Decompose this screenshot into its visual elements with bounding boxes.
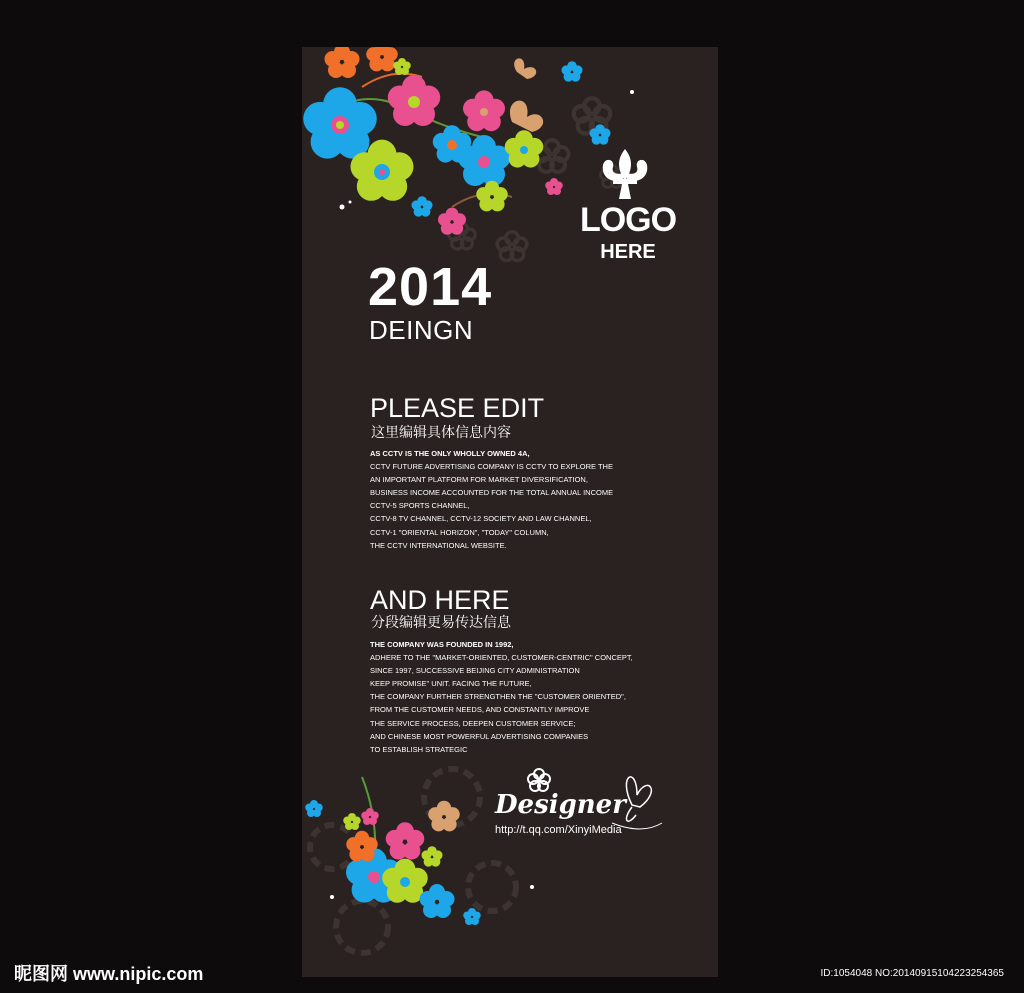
fleur-de-lis-icon [597,147,653,205]
section2-heading: AND HERE [370,585,510,615]
paragraph-line: THE COMPANY WAS FOUNDED IN 1992, [370,640,514,649]
paragraph-line: AS CCTV IS THE ONLY WHOLLY OWNED 4A, [370,449,530,458]
designer-url: http://t.qq.com/XinyiMedia [495,824,622,836]
poster-banner [302,47,718,977]
watermark-site-cn: 昵图网 [14,964,68,985]
watermark-site [14,962,203,987]
section2-subheading: 分段编辑更易传达信息 [371,614,511,630]
year-title: 2014 [368,257,493,317]
bottom-floral-decoration [302,737,542,977]
logo-text: LOGO [579,201,677,239]
paragraph-line: ADHERE TO THE "MARKET-ORIENTED, CUSTOMER-CENTRIC" CONCEPT, [370,653,633,663]
paragraph-line: AND CHINESE MOST POWERFUL ADVERTISING COMPANIES [370,731,589,741]
paragraph-line: CCTV-5 SPORTS CHANNEL, [370,501,470,511]
paragraph-line: THE SERVICE PROCESS, DEEPEN CUSTOMER SERVICE; [370,718,576,728]
paragraph-line: BUSINESS INCOME ACCOUNTED FOR THE TOTAL ANNUAL INCOME [370,488,614,498]
paragraph-line: FROM THE CUSTOMER NEEDS, AND CONSTANTLY IMPROVE [370,705,590,715]
section1-heading: PLEASE EDIT [370,393,545,423]
section1-subheading: 这里编辑具体信息内容 [371,424,511,440]
watermark-site-url: www.nipic.com [73,964,204,984]
paragraph-line: KEEP PROMISE" UNIT. FACING THE FUTURE, [370,679,532,689]
paragraph-line: THE CCTV INTERNATIONAL WEBSITE. [370,540,507,550]
paragraph-line: CCTV-1 "ORIENTAL HORIZON", "TODAY" COLUMN, [370,527,549,537]
section1-paragraph [370,447,690,552]
paragraph-line: SINCE 1997, SUCCESSIVE BEIJING CITY ADMINISTRATION [370,666,580,676]
watermark-id: ID:1054048 NO:20140915104223254365 [820,968,1004,979]
paragraph-line: THE COMPANY FURTHER STRENGTHEN THE "CUSTOMER ORIENTED", [370,692,626,702]
paragraph-line: CCTV-8 TV CHANNEL, CCTV-12 SOCIETY AND LAW CHANNEL, [370,514,592,524]
paragraph-line: AN IMPORTANT PLATFORM FOR MARKET DIVERSIFICATION, [370,475,588,485]
paragraph-line: CCTV FUTURE ADVERTISING COMPANY IS CCTV TO EXPLORE THE [370,462,613,472]
logo-subtext: HERE [600,241,656,263]
paragraph-line: TO ESTABLISH STRATEGIC [370,744,468,754]
year-subtitle: DEINGN [369,315,474,345]
designer-signature: Designer [495,790,626,820]
